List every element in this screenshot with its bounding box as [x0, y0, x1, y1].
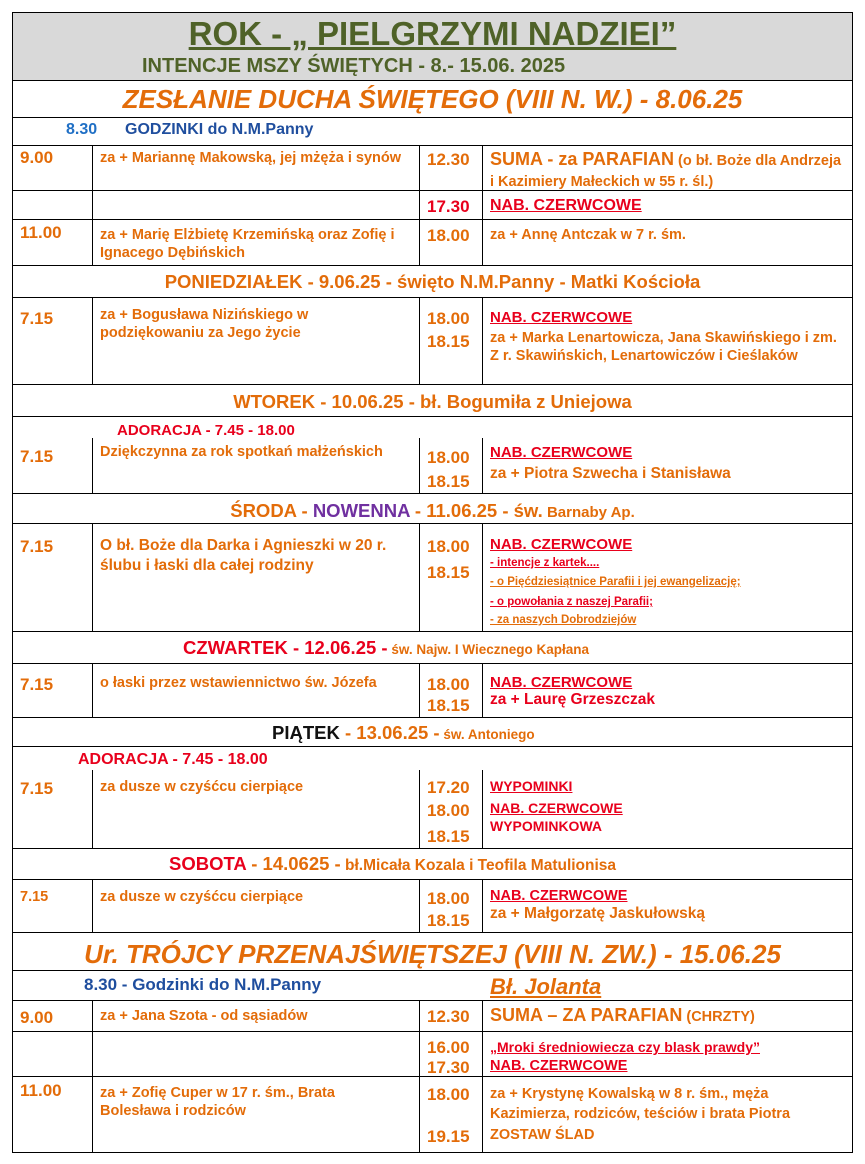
column-divider	[92, 297, 93, 384]
divider	[12, 117, 853, 118]
divider	[12, 219, 853, 220]
mass-time: 17.20	[427, 778, 470, 797]
column-divider	[419, 879, 420, 932]
monday-title: PONIEDZIAŁEK - 9.06.25 - święto N.M.Panny - Matki Kościoła	[164, 271, 701, 292]
mass-time: 7.15	[20, 779, 54, 798]
mass-time: 18.15	[427, 332, 470, 351]
wednesday-intention: - intencje z kartek....	[490, 557, 600, 569]
friday-title	[272, 724, 535, 743]
mass-time: 17.30	[427, 1058, 470, 1077]
wednesday-intention: - o powołania z naszej Parafii;	[490, 596, 653, 608]
adoracja-label: ADORACJA - 7.45 - 18.00	[117, 422, 295, 439]
nab-czerwcowe: NAB. CZERWCOWE	[490, 197, 642, 214]
friday-day: PIĄTEK	[272, 722, 340, 743]
thursday-day: CZWARTEK - 12.06.25 -	[183, 637, 388, 658]
page-subtitle: INTENCJE MSZY ŚWIĘTYCH - 8.- 15.06. 2025	[142, 55, 566, 77]
wednesday-intention: - o Pięćdziesiątnice Parafii i jej ewangelizację;	[490, 576, 741, 588]
mass-intention: O bł. Boże dla Darka i Agnieszki w 20 r. ślubu i łaski dla całej rodziny	[100, 537, 387, 574]
column-divider	[92, 523, 93, 631]
mass-intention	[490, 1006, 755, 1025]
column-divider	[92, 879, 93, 932]
column-divider	[419, 1000, 420, 1153]
column-divider	[482, 438, 483, 493]
divider	[12, 932, 853, 933]
divider	[12, 493, 853, 494]
column-divider	[419, 297, 420, 384]
mass-time: 7.15	[20, 675, 54, 694]
divider	[12, 1031, 853, 1032]
mass-time: 12.30	[427, 150, 470, 169]
mass-intention: za dusze w czyśćcu cierpiące	[100, 889, 304, 905]
wednesday-date: - 11.06.25 - św.	[409, 500, 543, 521]
mass-time: 18.00	[427, 889, 470, 908]
column-divider	[92, 438, 93, 493]
mass-time: 9.00	[20, 148, 54, 167]
wednesday-intention: - za naszych Dobrodziejów	[490, 614, 637, 626]
wednesday-day: ŚRODA -	[230, 500, 313, 521]
thursday-title	[183, 639, 589, 658]
mass-time: 18.00	[427, 226, 470, 245]
mass-intention: za + Annę Antczak w 7 r. śm.	[490, 227, 686, 243]
mass-time: 18.15	[427, 472, 470, 491]
mass-time: 18.15	[427, 563, 470, 582]
column-divider	[92, 770, 93, 848]
mass-time: 11.00	[20, 223, 62, 242]
saturday-saints: bł.Micała Kozala i Teofila Matulionisa	[340, 857, 617, 874]
suma-label: SUMA – ZA PARAFIAN	[490, 1005, 683, 1025]
divider	[12, 970, 853, 971]
sunday1-godzinki-time: 8.30	[66, 121, 98, 138]
mass-intention: Dziękczynna za rok spotkań małżeńskich	[100, 444, 383, 460]
mass-time: 12.30	[427, 1007, 470, 1026]
column-divider	[92, 145, 93, 265]
divider	[12, 879, 853, 880]
friday-date: - 13.06.25 -	[339, 722, 440, 743]
mass-time: 7.15	[20, 447, 54, 466]
divider	[12, 384, 853, 385]
mass-intention: o łaski przez wstawiennictwo św. Józefa	[100, 675, 377, 691]
column-divider	[482, 1000, 483, 1153]
column-divider	[482, 770, 483, 848]
suma-detail: (CHRZTY)	[682, 1009, 755, 1025]
column-divider	[419, 438, 420, 493]
column-divider	[482, 523, 483, 631]
nab-czerwcowe: NAB. CZERWCOWE	[490, 674, 633, 691]
mass-time: 19.15	[427, 1127, 470, 1146]
nab-czerwcowe: NAB. CZERWCOWE	[490, 536, 633, 553]
mass-time: 17.30	[427, 197, 470, 216]
divider	[12, 631, 853, 632]
divider	[12, 746, 853, 747]
suma-label: SUMA - za PARAFIAN	[490, 149, 674, 169]
nab-czerwcowe: NAB. CZERWCOWE	[490, 888, 628, 904]
mass-time: 18.00	[427, 1085, 470, 1104]
column-divider	[419, 145, 420, 265]
mass-time: 7.15	[20, 537, 54, 556]
mass-time: 18.00	[427, 801, 470, 820]
mass-time: 16.00	[427, 1038, 470, 1057]
friday-saint: św. Antoniego	[439, 727, 535, 742]
film-title: „Mroki średniowiecza czy blask prawdy”	[490, 1039, 760, 1055]
nab-czerwcowe: NAB. CZERWCOWE	[490, 1058, 628, 1074]
adoracja-label: ADORACJA - 7.45 - 18.00	[78, 751, 268, 768]
divider	[12, 80, 853, 81]
mass-intention: za + Marię Elżbietę Krzemińską oraz Zofię i Ignacego Dębińskich	[100, 227, 395, 261]
column-divider	[482, 663, 483, 717]
saturday-date: - 14.0625 -	[246, 853, 341, 874]
mass-intention: za + Piotra Szwecha i Stanisława	[490, 465, 731, 482]
column-divider	[482, 145, 483, 265]
divider	[12, 265, 853, 266]
divider	[12, 1000, 853, 1001]
sunday2-title: Ur. TRÓJCY PRZENAJŚWIĘTSZEJ (VIII N. ZW.) - 15.06.25	[84, 939, 781, 969]
page-title: ROK - „ PIELGRZYMI NADZIEI”	[188, 15, 677, 52]
sunday2-godzinki: 8.30 - Godzinki do N.M.Panny	[84, 975, 322, 994]
divider	[12, 297, 853, 298]
nab-czerwcowe: NAB. CZERWCOWE	[490, 800, 623, 816]
nab-czerwcowe: NAB. CZERWCOWE	[490, 309, 633, 326]
wednesday-title	[0, 502, 865, 521]
sunday2-saint: Bł. Jolanta	[490, 974, 602, 999]
mass-time: 18.15	[427, 827, 470, 846]
mass-time: 18.00	[427, 448, 470, 467]
mass-intention: za + Krystynę Kowalską w 8 r. śm., męża Kazimierza, rodziców, teściów i brata Piotra	[490, 1086, 791, 1122]
mass-intention: za + Laurę Grzeszczak	[490, 691, 655, 708]
mass-intention: za dusze w czyśćcu cierpiące	[100, 779, 304, 795]
wypominki-label: WYPOMINKI	[490, 778, 573, 794]
mass-time: 9.00	[20, 1008, 54, 1027]
mass-time: 18.00	[427, 309, 470, 328]
mass-time: 7.15	[20, 889, 49, 905]
divider	[12, 848, 853, 849]
mass-intention: za + Marka Lenartowicza, Jana Skawińskiego i zm. Z r. Skawińskich, Lenartowiczów i Cieślaków	[490, 330, 837, 364]
mass-time: 18.15	[427, 911, 470, 930]
column-divider	[482, 879, 483, 932]
saturday-title	[169, 855, 616, 874]
wypominkowa-label: WYPOMINKOWA	[490, 818, 602, 834]
column-divider	[419, 523, 420, 631]
nab-czerwcowe: NAB. CZERWCOWE	[490, 444, 633, 461]
divider	[12, 717, 853, 718]
nowenna-label: NOWENNA	[312, 500, 410, 521]
mass-time: 18.00	[427, 537, 470, 556]
wednesday-saint: Barnaby Ap.	[542, 504, 635, 521]
saturday-day: SOBOTA	[169, 853, 247, 874]
mass-time: 11.00	[20, 1081, 62, 1100]
mass-intention: za + Bogusława Nizińskiego w podziękowaniu za Jego życie	[100, 307, 309, 341]
mass-time: 18.15	[427, 696, 470, 715]
mass-time: 18.00	[427, 675, 470, 694]
mass-intention: za + Mariannę Makowską, jej mżęża i synów	[100, 150, 401, 166]
divider	[12, 145, 853, 146]
divider	[12, 523, 853, 524]
divider	[12, 663, 853, 664]
mass-time: 7.15	[20, 309, 54, 328]
column-divider	[419, 770, 420, 848]
thursday-feast: św. Najw. I Wiecznego Kapłana	[387, 642, 590, 657]
zostaw-slad-label: ZOSTAW ŚLAD	[490, 1127, 595, 1143]
tuesday-title: WTOREK - 10.06.25 - bł. Bogumiła z Uniejowa	[233, 391, 632, 412]
divider	[12, 416, 853, 417]
suma-detail: (o bł. Boże dla Andrzeja i Kazimiery Małeckich w 55 r. śl.)	[490, 153, 842, 190]
column-divider	[419, 663, 420, 717]
sunday1-godzinki: GODZINKI do N.M.Panny	[125, 121, 314, 138]
mass-intention: za + Małgorzatę Jaskułowską	[490, 905, 705, 922]
mass-intention: za + Jana Szota - od sąsiadów	[100, 1008, 308, 1024]
column-divider	[92, 1000, 93, 1153]
column-divider	[92, 663, 93, 717]
mass-intention	[490, 149, 845, 193]
sunday1-title: ZESŁANIE DUCHA ŚWIĘTEGO (VIII N. W.) - 8.06.25	[122, 84, 743, 114]
mass-intention: za + Zofię Cuper w 17 r. śm., Brata Bolesława i rodziców	[100, 1085, 335, 1119]
column-divider	[482, 297, 483, 384]
